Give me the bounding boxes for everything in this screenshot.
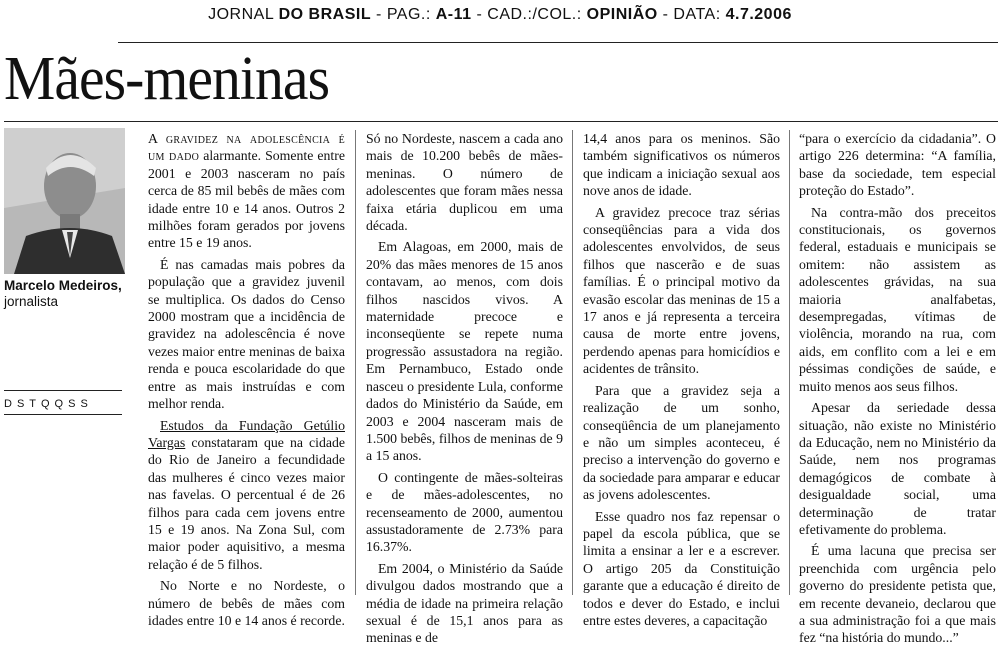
headline: Mães-meninas	[4, 45, 330, 113]
paragraph: A gravidez na adolescência é um dado alarmante. Somente entre 2001 e 2003 nasceram no país cerca de 85 mil bebês de mães com idade entre 10 e 14 anos. Outros 2 milhões foram gerados por jovens entre 15 e 19 anos.	[148, 131, 345, 251]
author-byline	[4, 278, 122, 310]
article-column-4	[799, 130, 996, 646]
section-label: CAD.:/COL.:	[487, 6, 587, 23]
page-label: PAG.:	[386, 6, 436, 23]
paragraph: 14,4 anos para os meninos. São também significativos os números que indicam a iniciação sexual aos nove anos de idade.	[583, 131, 780, 199]
author-portrait-image	[4, 128, 125, 274]
weekday-rule-top	[4, 390, 122, 391]
author-photo	[4, 128, 125, 274]
paragraph: É uma lacuna que precisa ser preenchida com urgência pelo governo do presidente petista que, em recente devaneio, declarou que a sua administração foi a que mais fez “na história do mundo...”	[799, 543, 996, 646]
paragraph: Para que a gravidez seja a realização de um sonho, conseqüência de um planejamento e não um simples aconteceu, é preciso a intervenção do governo e da sociedade para amparar e educar as jovens adolescentes.	[583, 382, 780, 503]
page-header: JORNAL DO BRASIL - PAG.: A-11 - CAD.:/COL.: OPINIÃO - DATA: 4.7.2006	[208, 6, 792, 23]
headline-rule	[4, 121, 998, 122]
paragraph: O contingente de mães-solteiras e de mães-adolescentes, no recenseamento de 2000, aumentou assustadoramente de 2.73% para 16.37%.	[366, 469, 563, 555]
paragraph: É nas camadas mais pobres da população que a gravidez juvenil se multiplica. Os dados do Censo 2000 mostram que a incidência de gravidez na adolescência é nove vezes maior entre meninas de baixa renda e pouca escolaridade do que entre as mais instruídas e com melhor renda.	[148, 256, 345, 412]
paragraph: Estudos da Fundação Getúlio Vargas constataram que na cidade do Rio de Janeiro a fecundidade das mulheres é cinco vezes maior nas favelas. O percentual é de 26 filhos para cada cem jovens entre 15 e 19 anos. Na Zona Sul, com maior poder aquisitivo, a mesma relação é de 5 filhos.	[148, 417, 345, 572]
column-divider	[572, 130, 573, 595]
article-column-1	[148, 130, 345, 628]
paragraph: Só no Nordeste, nascem a cada ano mais de 10.200 bebês de mães-meninas. O número de adolescentes que foram mães nessa faixa etária duplicou em uma década.	[366, 131, 563, 234]
section-value: OPINIÃO	[586, 6, 658, 23]
column-divider	[355, 130, 356, 595]
weekday-rule-bottom	[4, 414, 122, 415]
date-value: 4.7.2006	[725, 6, 792, 23]
publication-name: JORNAL DO BRASIL	[208, 6, 372, 23]
article-column-2	[366, 130, 563, 646]
article-column-3	[583, 130, 780, 628]
paragraph: No Norte e no Nordeste, o número de bebês de mães com idades entre 10 e 14 anos é recorde.	[148, 578, 345, 628]
paragraph: A gravidez precoce traz sérias conseqüências para a vida dos adolescentes envolvidos, de seus filhos que nascerão e de suas famílias. É o principal motivo da evasão escolar das meninas de 15 a 17 anos e já representa a terceira causa de morte entre jovens, perdendo apenas para homicídios e acidentes de trânsito.	[583, 204, 780, 377]
paragraph: Apesar da seriedade dessa situação, não existe no Ministério da Educação, nem no Ministério da Saúde, nem nos programas demagógicos de combate à desigualdade social, uma determinação de tratar efetivamente do problema.	[799, 400, 996, 537]
lead-in: A gravidez na adolescência é um dado	[148, 131, 345, 164]
highlighted-phrase: Estudos da Fundação Getúlio Vargas	[148, 417, 345, 450]
column-divider	[789, 130, 790, 595]
page-value: A-11	[435, 6, 472, 23]
paragraph: “para o exercício da cidadania”. O artigo 226 determina: “A família, base da sociedade, tem especial proteção do Estado”.	[799, 131, 996, 199]
weekday-strip: DSTQQSS	[4, 398, 93, 410]
paragraph: Na contra-mão dos preceitos constitucionais, os governos federal, estaduais e municipais se omitem: não assistem as adolescentes grávidas, na sua maioria analfabetas, desempregadas, vítimas de violência, morando na rua, com aids, em conflito com a lei e em péssimas condições de saúde, e muito menos aos seus filhos.	[799, 204, 996, 394]
paragraph: Em 2004, o Ministério da Saúde divulgou dados mostrando que a média de idade na primeira relação sexual é de 15,1 anos para as meninas e de	[366, 560, 563, 646]
paragraph: Em Alagoas, em 2000, mais de 20% das mães menores de 15 anos contavam, ao menos, com dois filhos nascidos vivos. A maternidade precoce e inconseqüente se repete numa progressão assustadora na região. Em Pernambuco, Estado onde nasceu o presidente Lula, conforme dados do Ministério da Saúde, em 2003 e 2004 nasceram mais de 1.500 bebês, filhos de meninas de 9 a 15 anos.	[366, 239, 563, 464]
header-rule	[118, 42, 998, 43]
paragraph: Esse quadro nos faz repensar o papel da escola pública, que se limita a ensinar a ler e a escrever. O artigo 205 da Constituição garante que a educação é direito de todos e dever do Estado, e inclui entre estes deveres, a capacitação	[583, 508, 780, 628]
date-label: DATA:	[673, 6, 726, 23]
author-name: Marcelo Medeiros,	[4, 278, 122, 293]
author-role: jornalista	[4, 294, 59, 309]
